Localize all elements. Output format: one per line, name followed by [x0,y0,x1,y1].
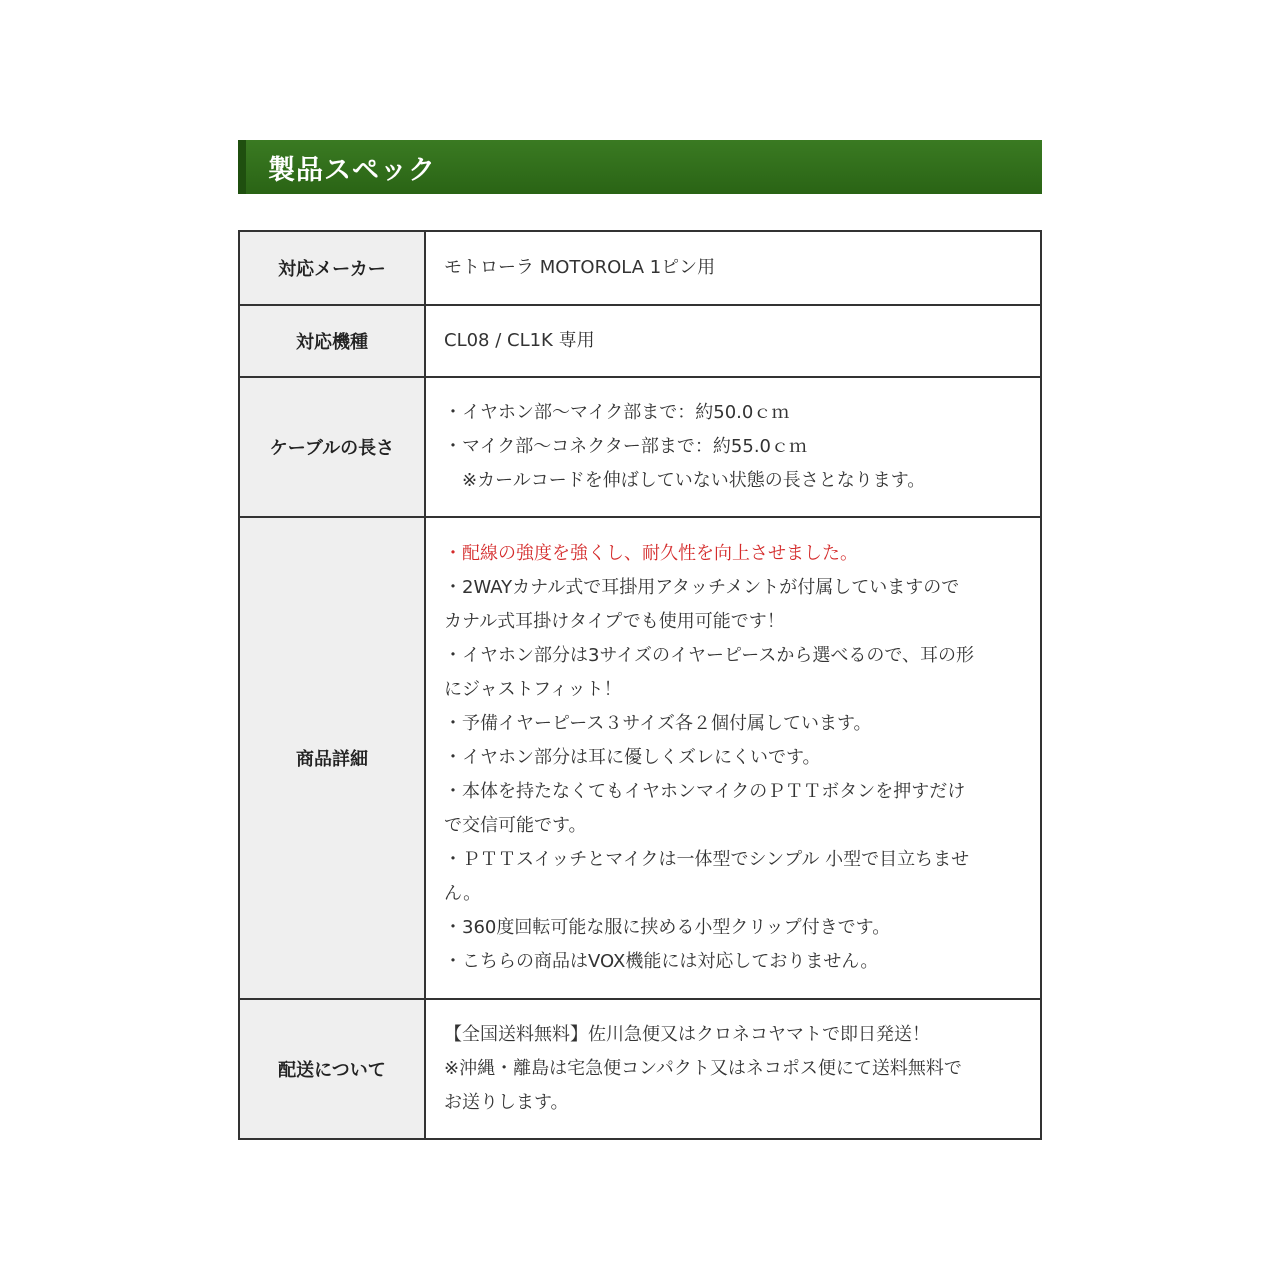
details-line: で交信可能です。 [444,815,587,836]
spec-label-models: 対応機種 [239,305,425,377]
spec-row-cable-length [239,377,1041,517]
details-line: ・予備イヤーピース３サイズ各２個付属しています。 [444,713,872,734]
shipping-line: 【全国送料無料】佐川急便又はクロネコヤマトで即日発送！ [444,1024,930,1045]
spec-value-details [425,517,1041,999]
shipping-line: お送りします。 [444,1092,569,1113]
details-line: カナル式耳掛けタイプでも使用可能です！ [444,611,785,632]
cable-note: ※カールコードを伸ばしていない状態の長さとなります。 [462,470,926,491]
cable-line: ・マイク部～コネクター部まで：約55.0ｃｍ [444,436,807,457]
cable-line: ・イヤホン部～マイク部まで：約50.0ｃｍ [444,402,790,423]
maker-line: モトローラ MOTOROLA 1ピン用 [444,257,716,278]
details-line: ・こちらの商品はVOX機能には対応しておりません。 [444,951,879,972]
shipping-line: ※沖縄・離島は宅急便コンパクト又はネコポス便にて送料無料で [444,1058,962,1079]
spec-row-maker [239,231,1041,305]
spec-label-shipping: 配送について [239,999,425,1139]
spec-value-cable-length [425,377,1041,517]
spec-value-shipping [425,999,1041,1139]
spec-row-shipping [239,999,1041,1139]
spec-label-cable-length: ケーブルの長さ [239,377,425,517]
details-line: ・イヤホン部分は耳に優しくズレにくいです。 [444,747,821,768]
details-line: ・2WAYカナル式で耳掛用アタッチメントが付属していますので [444,577,960,598]
spec-table [238,230,1042,1140]
details-line: ・360度回転可能な服に挟める小型クリップ付きです。 [444,917,891,938]
details-line: ・イヤホン部分は3サイズのイヤーピースから選べるので、耳の形 [444,645,975,666]
spec-value-models [425,305,1041,377]
details-line: ・ＰＴＴスイッチとマイクは一体型でシンプル 小型で目立ちませ [444,849,970,870]
details-line: にジャストフィット！ [444,679,622,700]
details-line: ・本体を持たなくてもイヤホンマイクのＰＴＴボタンを押すだけ [444,781,966,802]
spec-label-details: 商品詳細 [239,517,425,999]
spec-header-bar [238,140,1042,194]
spec-label-maker: 対応メーカー [239,231,425,305]
spec-header-title: 製品スペック [268,154,436,186]
details-line: ん。 [444,883,482,904]
spec-value-maker [425,231,1041,305]
spec-row-details [239,517,1041,999]
spec-row-models [239,305,1041,377]
details-highlight-line: ・配線の強度を強くし、耐久性を向上させました。 [444,543,858,564]
models-line: CL08 / CL1K 専用 [444,330,595,351]
